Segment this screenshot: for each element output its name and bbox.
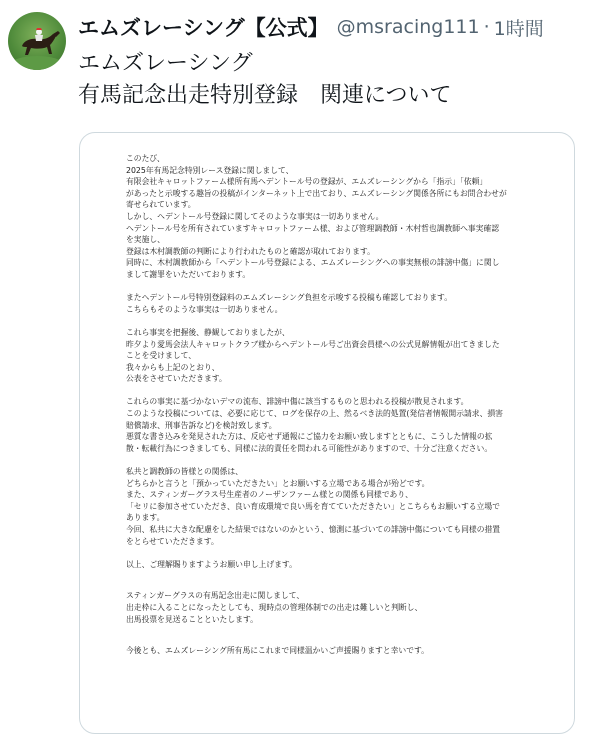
display-name[interactable]: エムズレーシング【公式】 (78, 16, 329, 40)
document-line: を実施し、 (126, 235, 165, 245)
document-line: このたび、 (126, 154, 165, 163)
document-line: これら事実を把握後、静観しておりましたが、 (126, 327, 290, 337)
document-line: 寄せられています。 (126, 200, 196, 210)
document-line: しかし、ヘデントール号登録に関してそのような事実は一切ありません。 (126, 211, 384, 221)
document-line: 今回、私共に大きな配慮をした結果ではないのかという、憶測に基づいての誹謗中傷についても同様の措置 (126, 525, 501, 534)
tweet-text-line: 有馬記念出走特別登録 関連について (78, 83, 452, 108)
document-line: 出走枠に入ることになったとしても、現時点の管理体制での出走は難しいと判断し、 (126, 602, 423, 612)
document-paragraph (126, 153, 546, 281)
document-line: 登録は木村調教師の判断により行われたものと確認が取れております。 (126, 246, 375, 256)
avatar[interactable] (8, 12, 66, 70)
document-line: 有限会社キャロットファーム様所有馬ヘデントール号の登録が、エムズレーシングから「指示」「依頼」 (126, 177, 488, 187)
separator-dot: · (483, 16, 490, 38)
document-line: まして謝罪をいただいております。 (126, 269, 251, 279)
document-line: 散・転載行為につきましても、同様に法的責任を問われる可能性がありますので、十分ご注意ください。 (126, 443, 493, 453)
document-paragraph (126, 327, 546, 385)
document-line: スティンガーグラスの有馬記念出走に関しまして、 (126, 591, 305, 601)
document-line: 昨夕より愛馬会法人キャロットクラブ様からヘデントール号ご出資会員様への公式見解情報が出てきました (126, 339, 500, 349)
document-line: これらの事実に基づかないデマの流布、誹謗中傷に該当するものと思われる投稿が散見されます。 (126, 397, 469, 407)
document-line: 以上、ご理解賜りますようお願い申し上げます。 (126, 559, 297, 569)
document-line: 悪質な書き込みを発見された方は、反応せず通報にご協力をお願い致しますとともに、こうした情報の拡 (126, 432, 493, 442)
document-paragraph (126, 466, 546, 547)
attached-document-image[interactable] (79, 132, 575, 734)
document-line: またヘデントール号特別登録料のエムズレーシング負担を示唆する投稿も確認しております。 (126, 293, 453, 303)
document-line: どちらかと言うと「預かっていただきたい」とお願いする立場である場合が殆どです。 (126, 478, 430, 488)
document-line: 今後とも、エムズレーシング所有馬にこれまで同様温かいご声援賜りますと幸いです。 (126, 646, 429, 656)
document-paragraph (126, 645, 546, 657)
document-line: があったと示唆する趣旨の投稿がインターネット上で出ており、エムズレーシング関係各所にもお問合わせが (126, 188, 507, 198)
document-line: 賠償請求、刑事告訴など)を検討致します。 (126, 420, 277, 430)
document-line: 私共と調教師の皆様との関係は、 (126, 467, 243, 477)
document-line: をとらせていただきます。 (126, 536, 219, 546)
document-paragraph (126, 396, 546, 454)
document-line: 公表をさせていただきます。 (126, 374, 227, 384)
document-line: 出馬投票を見送ることといたします。 (126, 614, 258, 624)
document-line: このような投稿については、必要に応じて、ログを保存の上、然るべき法的処置(発信者情報開示請求、損害 (126, 409, 503, 419)
document-line: 同時に、木村調教師から「ヘデントール号登録による、エムズレーシングへの事実無根の誹謗中傷」に関し (126, 258, 500, 268)
document-paragraph (126, 292, 546, 315)
document-paragraph (126, 590, 546, 625)
document-line: また、スティンガーグラス号生産者のノーザンファーム様との関係も同様であり、 (126, 490, 413, 500)
tweet-text-line: エムズレーシング (78, 51, 253, 76)
document-line: 2025年有馬記念特別レース登録に関しまして、 (126, 165, 294, 175)
tweet-text (78, 48, 598, 112)
document-line: あります。 (126, 513, 165, 523)
document-line: 我々からも上記のとおり、 (126, 362, 220, 372)
timestamp[interactable]: 1時間 (493, 17, 544, 40)
statement-document (126, 153, 546, 668)
racehorse-avatar-icon (8, 12, 66, 70)
document-paragraph (126, 559, 546, 571)
document-line: 「セリに参加させていただき、良い育成環境で良い馬を育てていただきたい」とこちらもお願いする立場で (126, 501, 500, 511)
document-line: こちらもそのような事実は一切ありません。 (126, 304, 283, 314)
document-line: ヘデントール号を所有されていますキャロットファーム様、および管理調教師・木村哲也調教師へ事実確認 (126, 223, 500, 233)
document-line: ことを受けまして、 (126, 351, 197, 361)
user-handle[interactable]: @msracing111 (336, 16, 480, 38)
tweet-header (78, 10, 606, 44)
